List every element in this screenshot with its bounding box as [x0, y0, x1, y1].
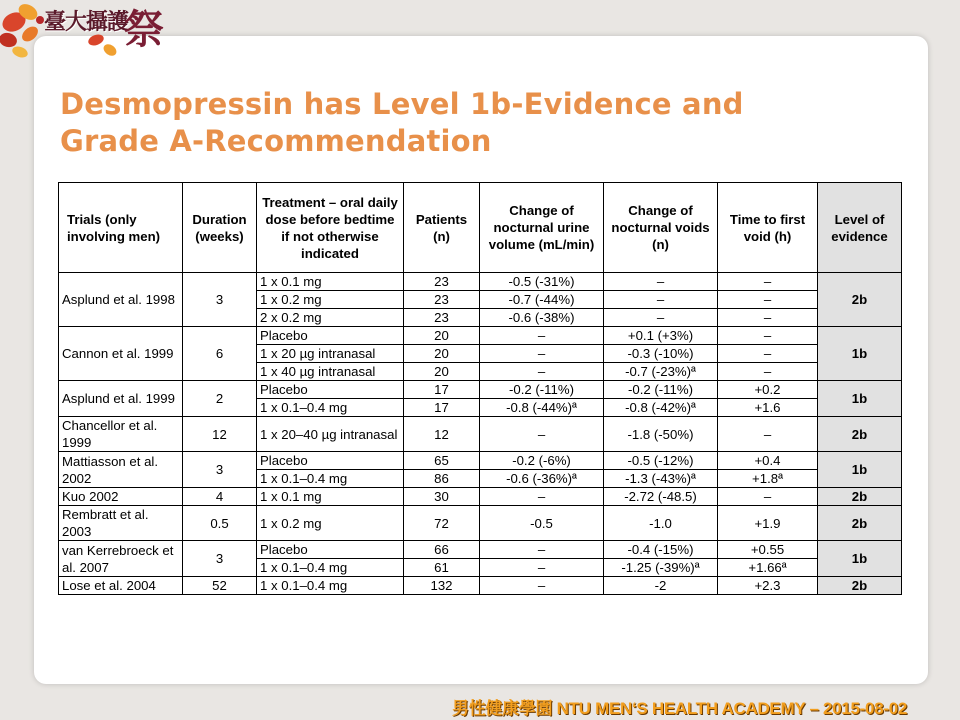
table-row — [59, 541, 902, 559]
cell-voids-change: – — [604, 291, 718, 309]
cell-voids-change: +0.1 (+3%) — [604, 327, 718, 345]
cell-volume-change: -0.5 — [480, 506, 604, 541]
cell-patients: 30 — [404, 488, 480, 506]
cell-patients: 132 — [404, 577, 480, 595]
cell-time-first-void: +0.2 — [718, 381, 818, 399]
cell-patients: 65 — [404, 452, 480, 470]
header-trials: Trials (only involving men) — [59, 183, 183, 273]
cell-volume-change: – — [480, 363, 604, 381]
table-row — [59, 327, 902, 345]
cell-duration: 12 — [183, 417, 257, 452]
cell-trial: Lose et al. 2004 — [59, 577, 183, 595]
cell-treatment: 1 x 0.1–0.4 mg — [257, 470, 404, 488]
table-row — [59, 273, 902, 291]
cell-treatment: 1 x 0.1 mg — [257, 488, 404, 506]
cell-treatment: 1 x 0.1–0.4 mg — [257, 399, 404, 417]
cell-patients: 20 — [404, 345, 480, 363]
cell-level: 2b — [818, 488, 902, 506]
cell-duration: 3 — [183, 541, 257, 577]
cell-treatment: 1 x 0.1–0.4 mg — [257, 559, 404, 577]
cell-time-first-void: – — [718, 291, 818, 309]
cell-patients: 12 — [404, 417, 480, 452]
cell-treatment: Placebo — [257, 541, 404, 559]
cell-patients: 17 — [404, 381, 480, 399]
cell-voids-change: -0.4 (-15%) — [604, 541, 718, 559]
cell-time-first-void: +0.4 — [718, 452, 818, 470]
cell-voids-change: -2.72 (-48.5) — [604, 488, 718, 506]
cell-duration: 0.5 — [183, 506, 257, 541]
cell-treatment: 1 x 0.2 mg — [257, 506, 404, 541]
cell-volume-change: – — [480, 541, 604, 559]
table-row — [59, 506, 902, 541]
header-time-first-void: Time to first void (h) — [718, 183, 818, 273]
cell-voids-change: -0.3 (-10%) — [604, 345, 718, 363]
cell-level: 1b — [818, 381, 902, 417]
cell-level: 1b — [818, 541, 902, 577]
cell-volume-change: -0.8 (-44%)ª — [480, 399, 604, 417]
cell-time-first-void: – — [718, 417, 818, 452]
cell-patients: 20 — [404, 363, 480, 381]
table-row — [59, 417, 902, 452]
cell-duration: 3 — [183, 273, 257, 327]
cell-duration: 52 — [183, 577, 257, 595]
cell-patients: 23 — [404, 291, 480, 309]
cell-level: 1b — [818, 452, 902, 488]
cell-volume-change: -0.7 (-44%) — [480, 291, 604, 309]
table-row — [59, 577, 902, 595]
cell-treatment: 1 x 40 µg intranasal — [257, 363, 404, 381]
cell-volume-change: – — [480, 577, 604, 595]
logo-big-char: 祭 — [124, 6, 164, 53]
cell-voids-change: – — [604, 273, 718, 291]
cell-time-first-void: – — [718, 345, 818, 363]
cell-voids-change: – — [604, 309, 718, 327]
title-line-2: Grade A-Recommendation — [60, 124, 492, 158]
logo-text: 臺大攝護 — [44, 9, 129, 35]
header-duration: Duration (weeks) — [183, 183, 257, 273]
cell-duration: 6 — [183, 327, 257, 381]
cell-patients: 20 — [404, 327, 480, 345]
cell-duration: 4 — [183, 488, 257, 506]
cell-volume-change: -0.6 (-36%)ª — [480, 470, 604, 488]
cell-duration: 3 — [183, 452, 257, 488]
logo — [0, 0, 175, 62]
cell-level: 2b — [818, 506, 902, 541]
cell-voids-change: -0.5 (-12%) — [604, 452, 718, 470]
cell-treatment: Placebo — [257, 327, 404, 345]
cell-time-first-void: +0.55 — [718, 541, 818, 559]
cell-trial: van Kerrebroeck et al. 2007 — [59, 541, 183, 577]
cell-treatment: 1 x 0.1 mg — [257, 273, 404, 291]
cell-patients: 23 — [404, 273, 480, 291]
cell-duration: 2 — [183, 381, 257, 417]
table-body — [59, 273, 902, 595]
cell-voids-change: -2 — [604, 577, 718, 595]
cell-time-first-void: – — [718, 327, 818, 345]
table-row — [59, 452, 902, 470]
header-change-voids: Change of nocturnal voids (n) — [604, 183, 718, 273]
cell-time-first-void: – — [718, 309, 818, 327]
cell-treatment: 1 x 0.1–0.4 mg — [257, 577, 404, 595]
cell-voids-change: -0.2 (-11%) — [604, 381, 718, 399]
cell-volume-change: -0.2 (-11%) — [480, 381, 604, 399]
cell-trial: Asplund et al. 1999 — [59, 381, 183, 417]
cell-treatment: 1 x 20 µg intranasal — [257, 345, 404, 363]
table-header-row — [59, 183, 902, 273]
cell-voids-change: -0.8 (-42%)ª — [604, 399, 718, 417]
cell-time-first-void: +1.8ª — [718, 470, 818, 488]
cell-voids-change: -1.0 — [604, 506, 718, 541]
cell-treatment: Placebo — [257, 452, 404, 470]
cell-patients: 61 — [404, 559, 480, 577]
slide-title — [60, 86, 880, 160]
cell-volume-change: – — [480, 345, 604, 363]
cell-voids-change: -1.8 (-50%) — [604, 417, 718, 452]
table-row — [59, 488, 902, 506]
cell-time-first-void: +1.9 — [718, 506, 818, 541]
cell-volume-change: – — [480, 488, 604, 506]
cell-level: 2b — [818, 417, 902, 452]
cell-treatment: 1 x 20–40 µg intranasal — [257, 417, 404, 452]
cell-trial: Rembratt et al. 2003 — [59, 506, 183, 541]
cell-time-first-void: – — [718, 488, 818, 506]
cell-volume-change: -0.5 (-31%) — [480, 273, 604, 291]
cell-volume-change: – — [480, 559, 604, 577]
cell-patients: 66 — [404, 541, 480, 559]
header-level: Level of evidence — [818, 183, 902, 273]
cell-voids-change: -1.3 (-43%)ª — [604, 470, 718, 488]
title-line-1: Desmopressin has Level 1b-Evidence and — [60, 87, 744, 121]
header-change-volume: Change of nocturnal urine volume (mL/min) — [480, 183, 604, 273]
cell-volume-change: -0.2 (-6%) — [480, 452, 604, 470]
cell-treatment: Placebo — [257, 381, 404, 399]
cell-trial: Chancellor et al. 1999 — [59, 417, 183, 452]
cell-time-first-void: +1.6 — [718, 399, 818, 417]
footer-text: 男性健康學園 NTU MEN‘S HEALTH ACADEMY – 2015-08-02 — [452, 699, 908, 718]
cell-time-first-void: – — [718, 363, 818, 381]
cell-level: 2b — [818, 577, 902, 595]
cell-trial: Asplund et al. 1998 — [59, 273, 183, 327]
cell-time-first-void: +2.3 — [718, 577, 818, 595]
cell-voids-change: -1.25 (-39%)ª — [604, 559, 718, 577]
cell-patients: 86 — [404, 470, 480, 488]
cell-trial: Kuo 2002 — [59, 488, 183, 506]
cell-trial: Cannon et al. 1999 — [59, 327, 183, 381]
table-row — [59, 381, 902, 399]
cell-volume-change: -0.6 (-38%) — [480, 309, 604, 327]
header-patients: Patients (n) — [404, 183, 480, 273]
cell-volume-change: – — [480, 327, 604, 345]
cell-time-first-void: +1.66ª — [718, 559, 818, 577]
cell-treatment: 1 x 0.2 mg — [257, 291, 404, 309]
cell-patients: 72 — [404, 506, 480, 541]
cell-patients: 17 — [404, 399, 480, 417]
cell-time-first-void: – — [718, 273, 818, 291]
cell-level: 1b — [818, 327, 902, 381]
evidence-table — [58, 182, 902, 595]
cell-trial: Mattiasson et al. 2002 — [59, 452, 183, 488]
header-treatment: Treatment – oral daily dose before bedtime if not otherwise indicated — [257, 183, 404, 273]
cell-voids-change: -0.7 (-23%)ª — [604, 363, 718, 381]
cell-patients: 23 — [404, 309, 480, 327]
cell-treatment: 2 x 0.2 mg — [257, 309, 404, 327]
cell-volume-change: – — [480, 417, 604, 452]
cell-level: 2b — [818, 273, 902, 327]
